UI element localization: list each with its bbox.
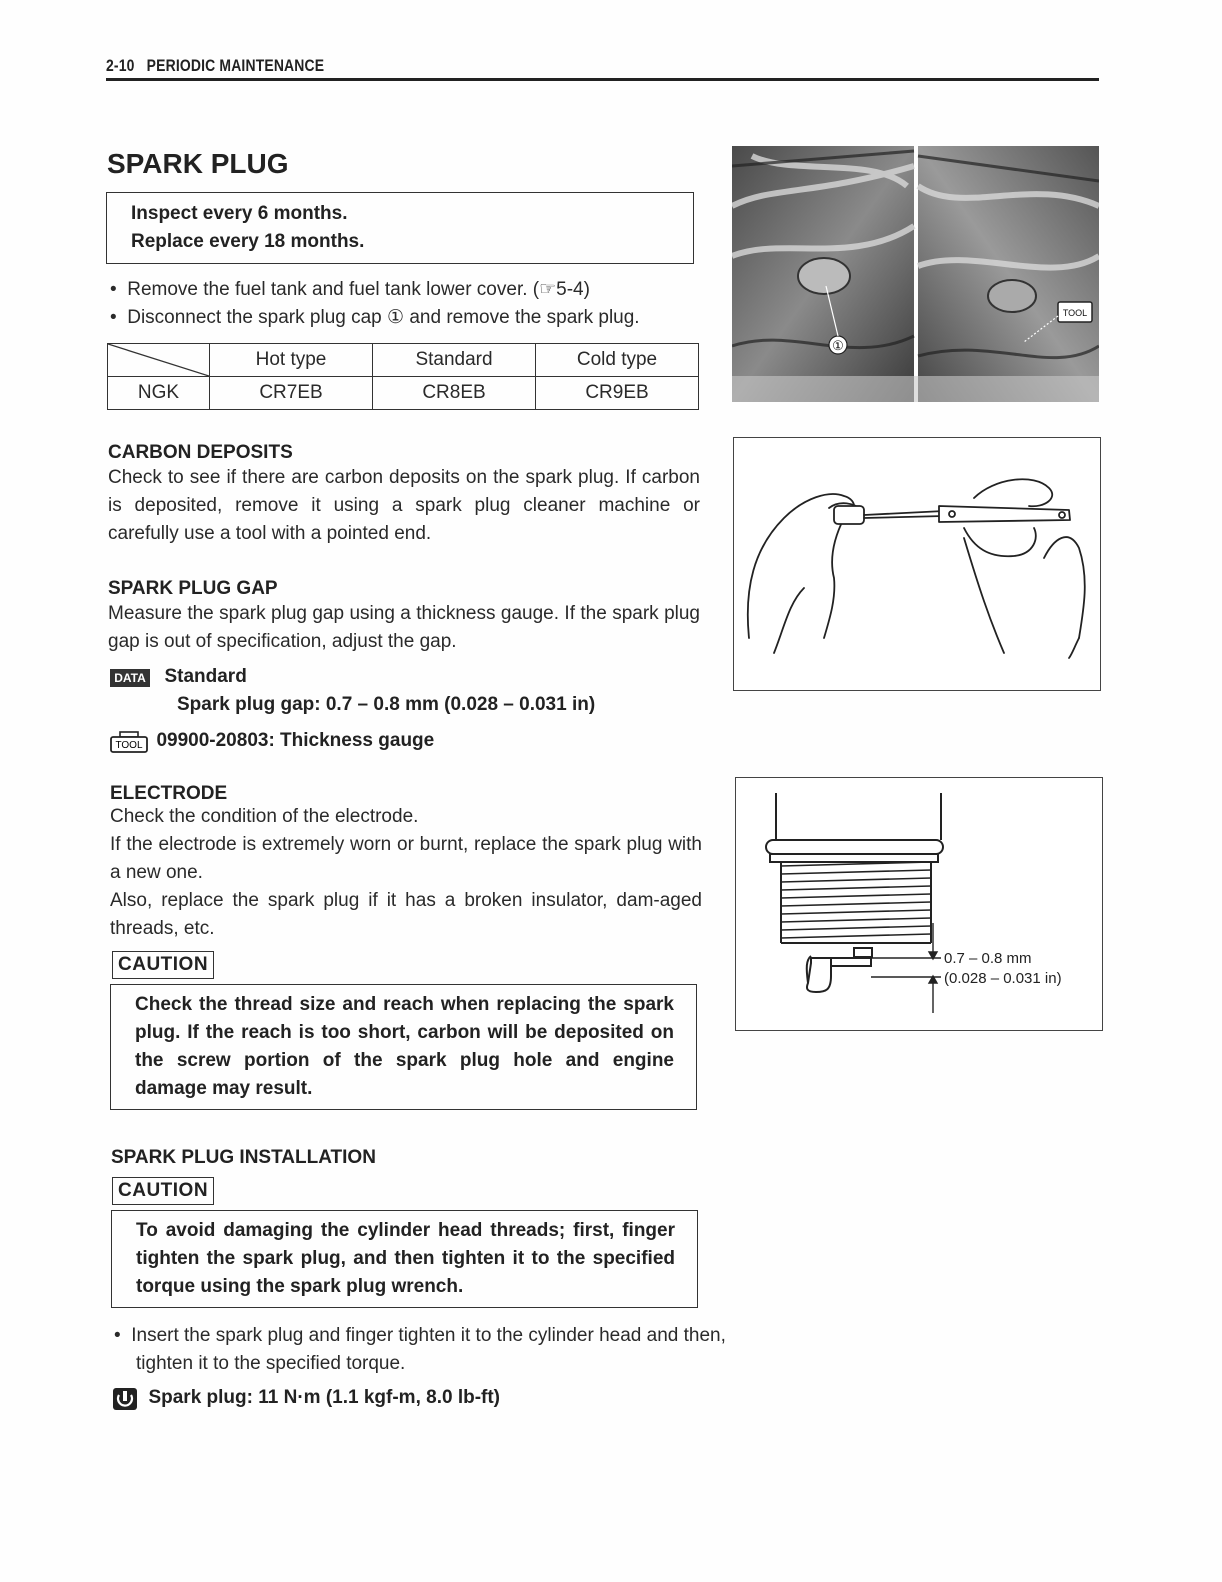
svg-text:0.7 – 0.8 mm: 0.7 – 0.8 mm [944, 950, 1032, 967]
replace-interval: Replace every 18 months. [131, 231, 365, 252]
carbon-text: Check to see if there are carbon deposits on the spark plug. If carbon is deposited, remove it using a spark plug cleaner machine or carefully use a tool with a pointed end. [108, 467, 700, 544]
inspection-box [106, 192, 694, 264]
torque-wrench-icon [112, 1387, 138, 1411]
torque-spec: Spark plug: 11 N·m (1.1 kgf-m, 8.0 lb-ft) [148, 1387, 501, 1409]
caution-label-1: CAUTION [112, 951, 214, 979]
caution-label-2: CAUTION [112, 1177, 214, 1205]
svg-text:①: ① [832, 338, 844, 353]
data-icon: DATA [110, 669, 150, 687]
page-title: SPARK PLUG [107, 148, 289, 179]
caution-box-2: To avoid damaging the cylinder head threads; first, finger tighten the spark plug, and then tighten it to the specified torque using the spark plug wrench. [111, 1210, 698, 1308]
standard-label: Standard [164, 666, 247, 687]
electrode-line-3: Also, replace the spark plug if it has a broken insulator, dam-aged threads, etc. [110, 890, 702, 939]
data-standard-line [110, 666, 247, 688]
svg-text:TOOL: TOOL [1062, 308, 1088, 318]
page-ref: 2-10 [106, 56, 135, 75]
engine-photo-illustration [732, 146, 1099, 402]
install-step: • Insert the spark plug and finger tighten it to the cylinder head and then, tighten it to the specified torque. [114, 1325, 726, 1374]
gap-heading: SPARK PLUG GAP [108, 578, 278, 599]
row-label-ngk: NGK [108, 377, 210, 410]
page-header [106, 56, 324, 76]
tool-line [110, 730, 434, 753]
svg-text:TOOL: TOOL [115, 739, 143, 751]
carbon-heading: CARBON DEPOSITS [108, 442, 293, 463]
svg-text:(0.028 – 0.031 in): (0.028 – 0.031 in) [944, 970, 1062, 987]
col-header-hot: Hot type [210, 344, 373, 377]
electrode-line-1: Check the condition of the electrode. [110, 806, 419, 827]
value-standard: CR8EB [373, 377, 536, 410]
spark-plug-diagram [736, 778, 1102, 1030]
tool-spec: 09900-20803: Thickness gauge [156, 730, 435, 751]
engine-photo-figure [732, 146, 1099, 402]
hands-gauge-illustration [734, 438, 1100, 690]
diagonal-line-icon [108, 344, 209, 376]
table-corner [108, 344, 210, 377]
gauge-figure [733, 437, 1101, 691]
electrode-heading: ELECTRODE [110, 783, 228, 804]
value-cold: CR9EB [536, 377, 699, 410]
section-name: PERIODIC MAINTENANCE [146, 56, 325, 75]
step-2: • Disconnect the spark plug cap ① and remove the spark plug. [110, 307, 640, 328]
col-header-standard: Standard [373, 344, 536, 377]
torque-line [112, 1387, 500, 1411]
gap-text: Measure the spark plug gap using a thickness gauge. If the spark plug gap is out of specification, adjust the gap. [108, 603, 700, 652]
plug-type-table [107, 343, 699, 410]
header-rule [106, 78, 1099, 81]
step-1: • Remove the fuel tank and fuel tank lower cover. (☞5-4) [110, 279, 590, 300]
installation-heading: SPARK PLUG INSTALLATION [111, 1147, 376, 1168]
electrode-text [110, 803, 702, 943]
inspect-interval: Inspect every 6 months. [131, 203, 348, 224]
caution-box-1: Check the thread size and reach when replacing the spark plug. If the reach is too short, carbon will be deposited on the screw portion of the spark plug hole and engine damage may result. [110, 984, 697, 1110]
plug-gap-figure [735, 777, 1103, 1031]
gap-spec: Spark plug gap: 0.7 – 0.8 mm (0.028 – 0.031 in) [177, 694, 596, 715]
toolbox-icon [110, 731, 148, 753]
electrode-line-2: If the electrode is extremely worn or burnt, replace the spark plug with a new one. [110, 834, 702, 883]
value-hot: CR7EB [210, 377, 373, 410]
col-header-cold: Cold type [536, 344, 699, 377]
